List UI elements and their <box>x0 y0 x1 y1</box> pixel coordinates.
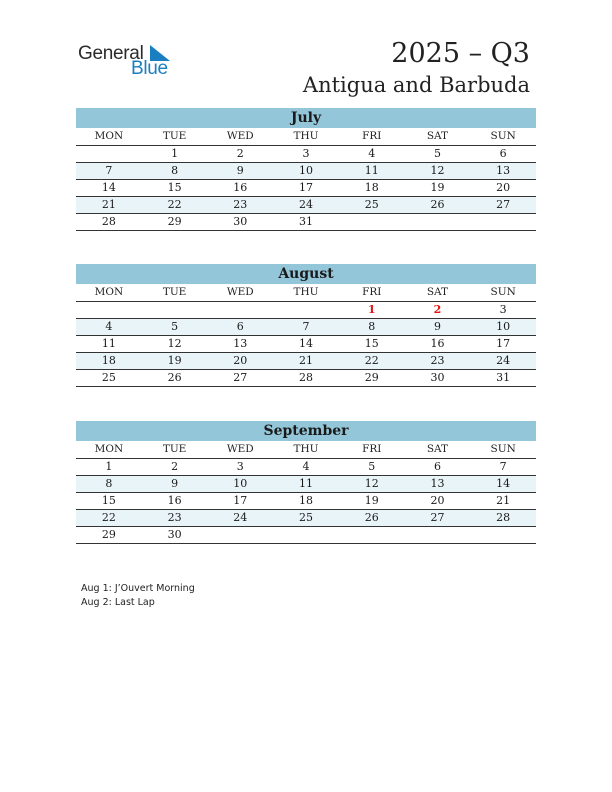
month-name: July <box>76 108 536 128</box>
day-cell: 12 <box>364 477 379 490</box>
day-cell: 11 <box>299 477 314 490</box>
day-cell: 1 <box>171 147 179 160</box>
day-cell: 18 <box>364 181 379 194</box>
day-cell: 29 <box>364 371 379 384</box>
day-cell: 2 <box>171 460 179 473</box>
day-cell: 29 <box>167 215 182 228</box>
day-cell: 24 <box>299 198 314 211</box>
day-cell: 21 <box>496 494 511 507</box>
month-name: August <box>76 264 536 284</box>
weekday-label: THU <box>293 286 319 298</box>
day-cell: 8 <box>105 477 113 490</box>
day-cell: 1 <box>367 303 376 316</box>
day-cell: 9 <box>433 320 441 333</box>
weekday-label: SAT <box>426 286 449 298</box>
day-cell: 16 <box>233 181 248 194</box>
week-row <box>76 459 536 476</box>
week-row <box>76 353 536 370</box>
day-cell: 11 <box>101 337 116 350</box>
day-cell: 3 <box>499 303 507 316</box>
day-cell: 17 <box>233 494 248 507</box>
weekday-header <box>76 441 536 459</box>
day-cell: 22 <box>364 354 379 367</box>
day-cell: 26 <box>364 511 379 524</box>
day-cell: 25 <box>364 198 379 211</box>
logo-blue-text: Blue <box>131 58 168 79</box>
weekday-label: FRI <box>362 130 382 142</box>
day-cell: 19 <box>430 181 445 194</box>
week-row <box>76 493 536 510</box>
day-cell: 23 <box>233 198 248 211</box>
weekday-label: FRI <box>362 443 382 455</box>
weekday-label: TUE <box>162 286 187 298</box>
month-august <box>76 264 536 387</box>
day-cell: 3 <box>236 460 244 473</box>
day-cell: 2 <box>236 147 244 160</box>
weekday-label: THU <box>293 130 319 142</box>
week-row <box>76 527 536 544</box>
day-cell: 6 <box>433 460 441 473</box>
weekday-label: MON <box>94 286 124 298</box>
day-cell: 2 <box>433 303 442 316</box>
day-cell: 22 <box>101 511 116 524</box>
page-title: 2025 – Q3 <box>391 38 530 69</box>
holiday-notes <box>81 582 195 610</box>
day-cell <box>273 302 339 318</box>
day-cell <box>470 527 536 543</box>
day-cell: 20 <box>496 181 511 194</box>
day-cell: 19 <box>167 354 182 367</box>
week-row <box>76 319 536 336</box>
day-cell: 13 <box>233 337 248 350</box>
day-cell: 5 <box>368 460 376 473</box>
day-cell: 27 <box>430 511 445 524</box>
day-cell: 10 <box>299 164 314 177</box>
day-cell: 25 <box>101 371 116 384</box>
day-cell: 30 <box>167 528 182 541</box>
day-cell: 5 <box>433 147 441 160</box>
weekday-label: SUN <box>490 130 516 142</box>
weekday-label: WED <box>226 286 254 298</box>
weekday-header <box>76 284 536 302</box>
day-cell: 3 <box>302 147 310 160</box>
weekday-label: MON <box>94 130 124 142</box>
week-row <box>76 146 536 163</box>
week-row <box>76 510 536 527</box>
week-row <box>76 370 536 387</box>
day-cell: 6 <box>499 147 507 160</box>
day-cell: 18 <box>101 354 116 367</box>
day-cell: 5 <box>171 320 179 333</box>
day-cell: 22 <box>167 198 182 211</box>
day-cell: 31 <box>496 371 511 384</box>
day-cell: 9 <box>171 477 179 490</box>
day-cell: 16 <box>167 494 182 507</box>
weekday-label: THU <box>293 443 319 455</box>
day-cell: 7 <box>302 320 310 333</box>
day-cell: 1 <box>105 460 113 473</box>
weekday-label: SAT <box>426 130 449 142</box>
weekday-label: WED <box>226 130 254 142</box>
day-cell: 27 <box>496 198 511 211</box>
day-cell <box>470 214 536 230</box>
weekday-label: FRI <box>362 286 382 298</box>
holiday-note: Aug 2: Last Lap <box>81 597 155 608</box>
day-cell: 8 <box>171 164 179 177</box>
day-cell: 14 <box>101 181 116 194</box>
weekday-label: SAT <box>426 443 449 455</box>
day-cell: 20 <box>233 354 248 367</box>
weekday-header <box>76 128 536 146</box>
day-cell: 12 <box>167 337 182 350</box>
day-cell: 20 <box>430 494 445 507</box>
day-cell: 29 <box>101 528 116 541</box>
day-cell: 28 <box>299 371 314 384</box>
day-cell: 4 <box>302 460 310 473</box>
weekday-label: WED <box>226 443 254 455</box>
day-cell: 18 <box>299 494 314 507</box>
logo-general-text: General <box>78 43 144 64</box>
day-cell: 24 <box>496 354 511 367</box>
day-cell: 11 <box>364 164 379 177</box>
month-july <box>76 108 536 231</box>
day-cell: 12 <box>430 164 445 177</box>
weekday-label: TUE <box>162 130 187 142</box>
day-cell: 14 <box>496 477 511 490</box>
week-row <box>76 214 536 231</box>
week-row <box>76 302 536 319</box>
day-cell: 17 <box>496 337 511 350</box>
day-cell: 26 <box>430 198 445 211</box>
generalblue-logo <box>78 43 188 79</box>
day-cell: 4 <box>368 147 376 160</box>
day-cell: 13 <box>430 477 445 490</box>
day-cell: 31 <box>299 215 314 228</box>
day-cell: 9 <box>236 164 244 177</box>
day-cell: 28 <box>101 215 116 228</box>
day-cell <box>405 214 471 230</box>
day-cell <box>273 527 339 543</box>
country-subtitle: Antigua and Barbuda <box>302 73 530 97</box>
day-cell: 27 <box>233 371 248 384</box>
weekday-label: MON <box>94 443 124 455</box>
weekday-label: SUN <box>490 443 516 455</box>
day-cell: 21 <box>101 198 116 211</box>
day-cell: 23 <box>430 354 445 367</box>
day-cell: 30 <box>430 371 445 384</box>
week-row <box>76 163 536 180</box>
day-cell: 10 <box>233 477 248 490</box>
day-cell <box>142 302 208 318</box>
week-row <box>76 336 536 353</box>
day-cell: 21 <box>299 354 314 367</box>
day-cell: 19 <box>364 494 379 507</box>
day-cell: 15 <box>101 494 116 507</box>
month-september <box>76 421 536 544</box>
week-row <box>76 197 536 214</box>
month-name: September <box>76 421 536 441</box>
day-cell: 13 <box>496 164 511 177</box>
day-cell: 25 <box>299 511 314 524</box>
day-cell: 4 <box>105 320 113 333</box>
day-cell: 10 <box>496 320 511 333</box>
day-cell <box>339 214 405 230</box>
day-cell <box>405 527 471 543</box>
day-cell <box>339 527 405 543</box>
day-cell: 15 <box>364 337 379 350</box>
day-cell: 30 <box>233 215 248 228</box>
day-cell: 16 <box>430 337 445 350</box>
day-cell: 7 <box>499 460 507 473</box>
day-cell: 7 <box>105 164 113 177</box>
day-cell: 26 <box>167 371 182 384</box>
weekday-label: SUN <box>490 286 516 298</box>
day-cell: 23 <box>167 511 182 524</box>
week-row <box>76 180 536 197</box>
day-cell: 28 <box>496 511 511 524</box>
weekday-label: TUE <box>162 443 187 455</box>
day-cell: 14 <box>299 337 314 350</box>
day-cell <box>76 302 142 318</box>
day-cell: 6 <box>236 320 244 333</box>
day-cell: 8 <box>368 320 376 333</box>
day-cell: 15 <box>167 181 182 194</box>
holiday-note: Aug 1: J’Ouvert Morning <box>81 583 195 594</box>
day-cell: 24 <box>233 511 248 524</box>
week-row <box>76 476 536 493</box>
day-cell <box>76 146 142 162</box>
day-cell: 17 <box>299 181 314 194</box>
day-cell <box>207 302 273 318</box>
day-cell <box>207 527 273 543</box>
